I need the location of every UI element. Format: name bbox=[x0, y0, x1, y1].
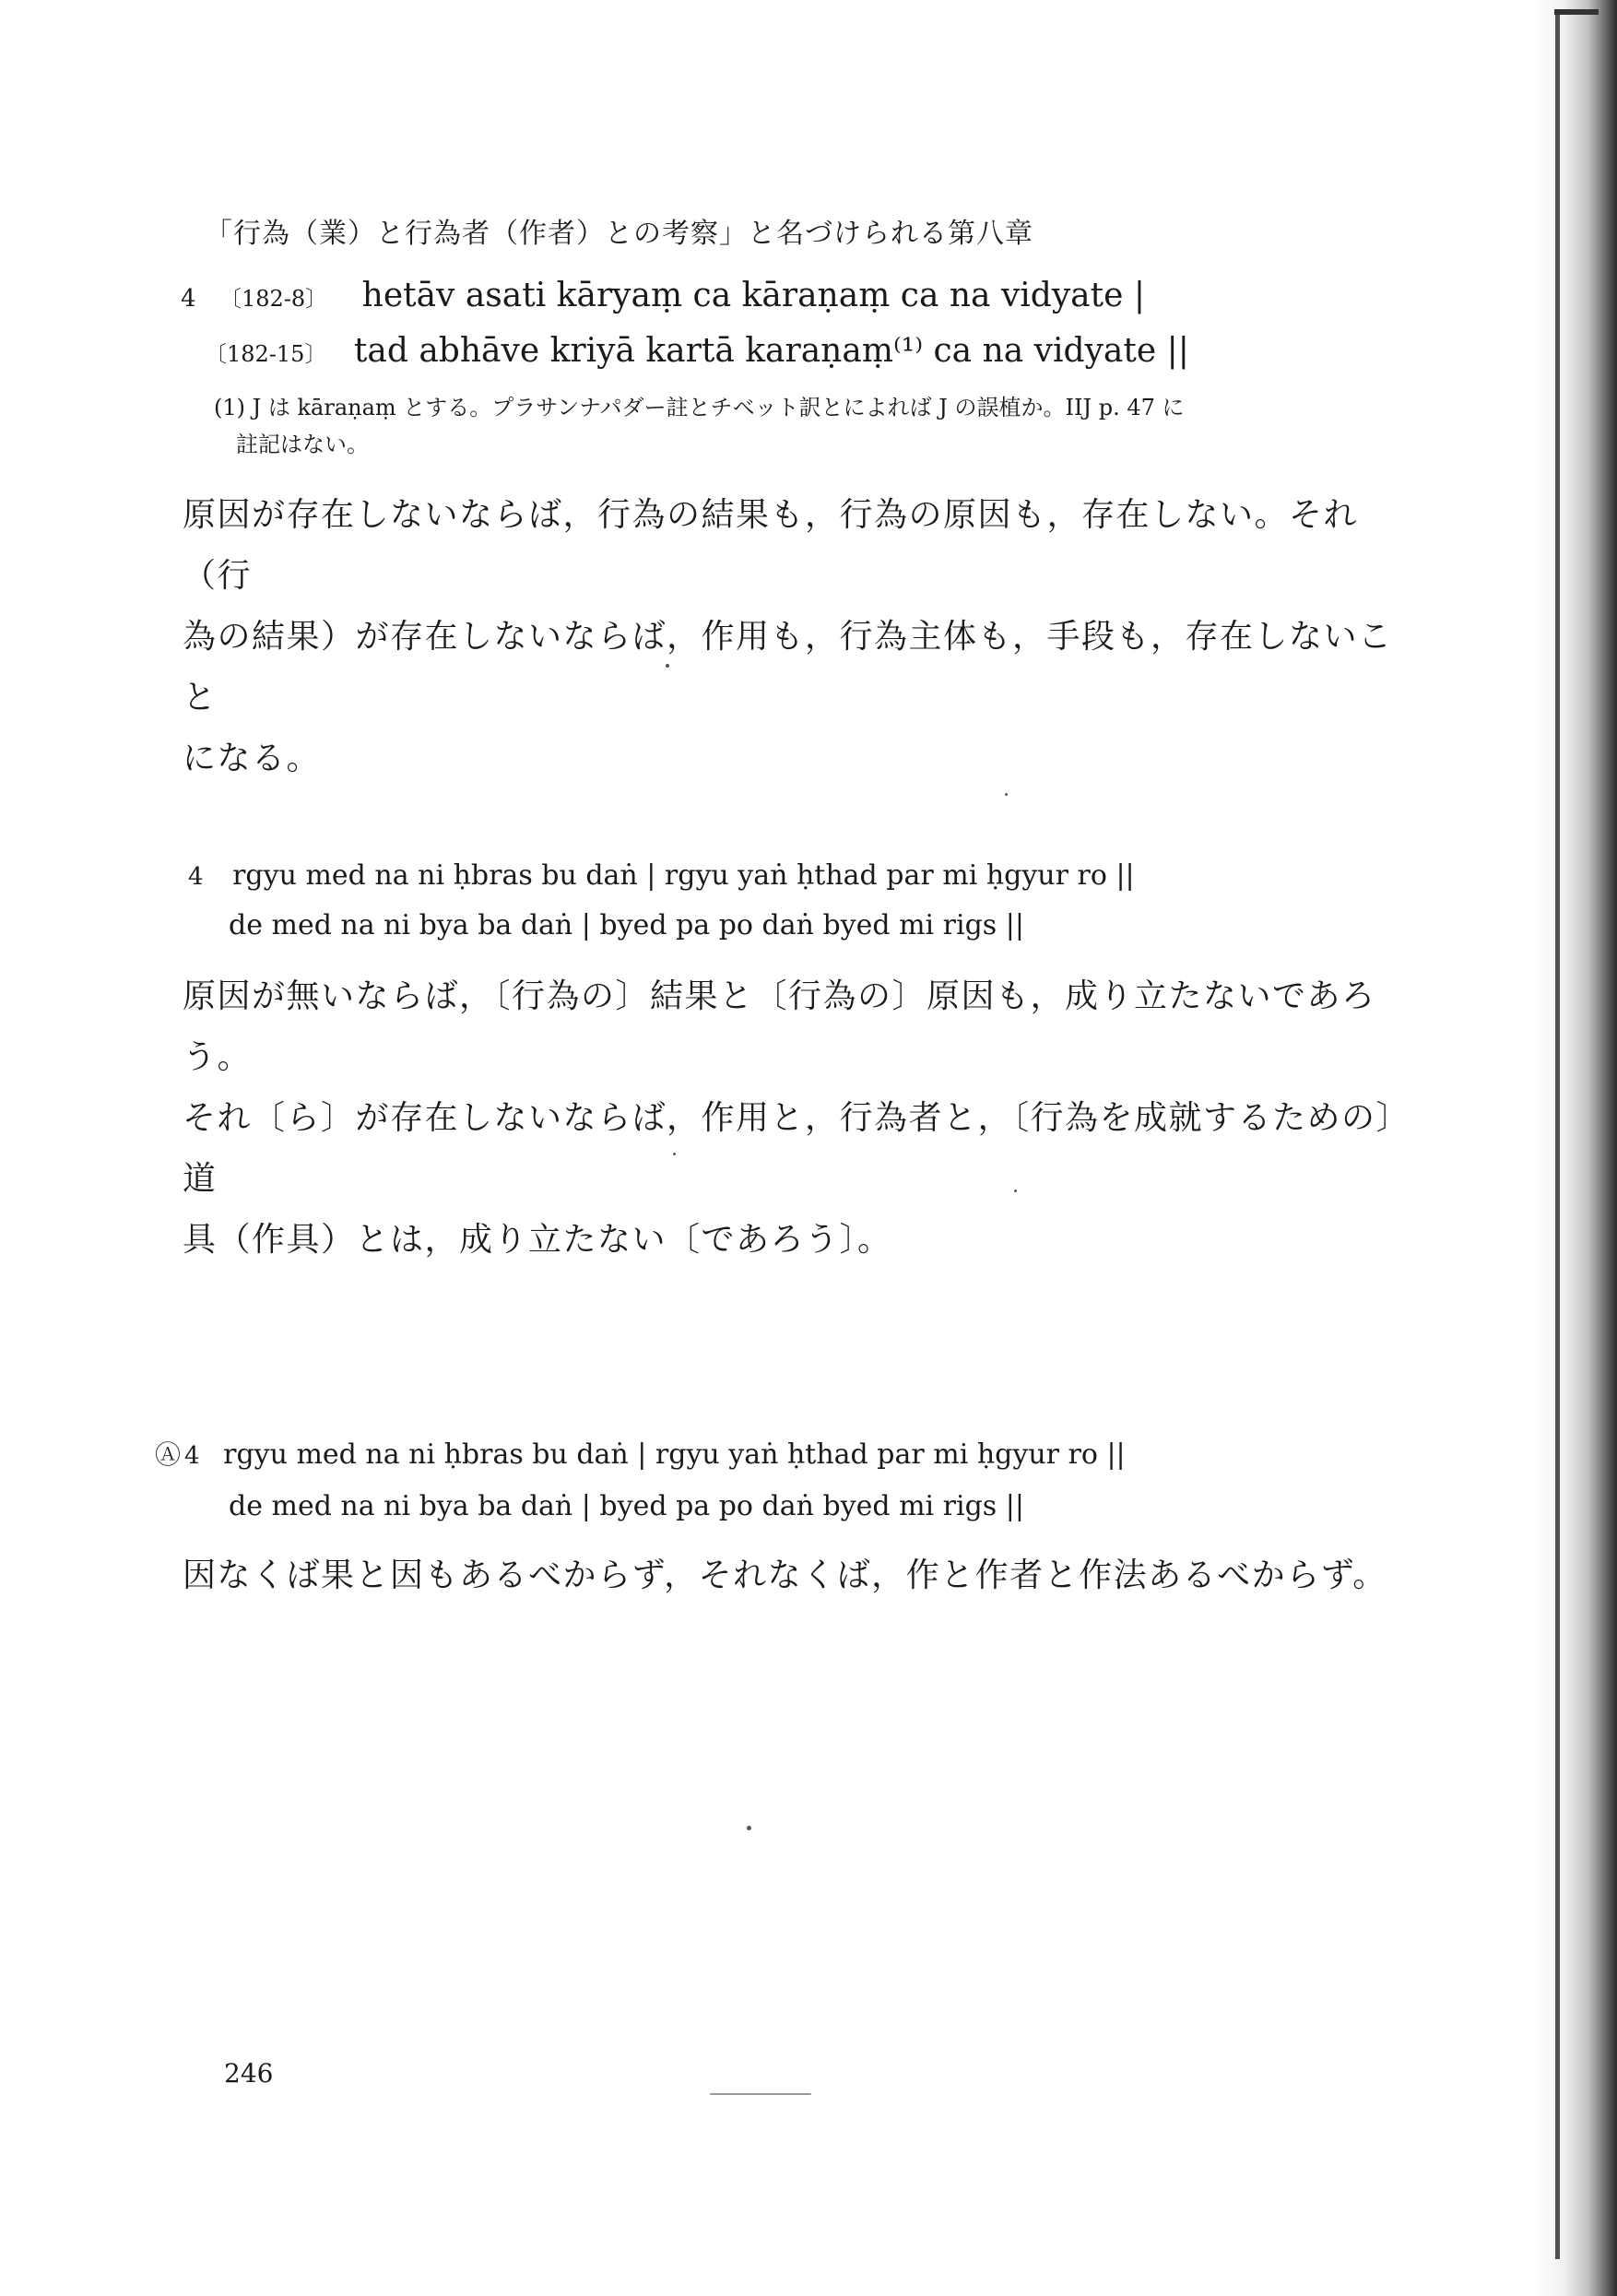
verse-number: 4 bbox=[188, 863, 204, 891]
translation-paragraph bbox=[183, 485, 1418, 789]
binding-shadow bbox=[1534, 0, 1617, 2296]
binding-hook bbox=[1554, 9, 1599, 15]
translation-line: 因なくば果と因もあるべからず，それなくば，作と作者と作法あるべからず。 bbox=[183, 1556, 1387, 1594]
tibetan-text: rgyu med na ni ḥbras bu daṅ | rgyu yaṅ ḥthad par mi ḥgyur ro || bbox=[223, 1438, 1126, 1471]
scan-speck bbox=[1005, 793, 1008, 796]
sanskrit-text: hetāv asati kāryaṃ ca kāraṇaṃ ca na vidyate | bbox=[361, 277, 1145, 314]
footnote bbox=[214, 389, 1412, 463]
translation-line: 為の結果）が存在しないならば，作用も，行為主体も，手段も，存在しないこと bbox=[183, 618, 1393, 716]
page-number: 246 bbox=[224, 2058, 274, 2089]
scan-speck bbox=[673, 1153, 676, 1155]
circled-marker: Ⓐ bbox=[155, 1439, 182, 1470]
verse-number: 4 bbox=[181, 285, 196, 313]
translation-line: それ〔ら〕が存在しないならば，作用と，行為者と，〔行為を成就するための〕道 bbox=[183, 1099, 1411, 1198]
tibetan-line-2: de med na ni bya ba daṅ | byed pa po daṅ byed mi rigs || bbox=[229, 1490, 1024, 1522]
tibetan-text: rgyu med na ni ḥbras bu daṅ | rgyu yaṅ ḥthad par mi ḥgyur ro || bbox=[232, 859, 1135, 892]
footnote-line: (1) J は kāraṇaṃ とする。プラサンナパダー註とチベット訳とによれば J の誤植か。IIJ p. 47 に bbox=[214, 395, 1185, 420]
translation-line: 原因が無いならば，〔行為の〕結果と〔行為の〕原因も，成り立たないであろう。 bbox=[183, 977, 1376, 1076]
chapter-title: 「行為（業）と行為者（作者）との考察」と名づけられる第八章 bbox=[205, 218, 1033, 250]
sanskrit-line-1 bbox=[181, 277, 1145, 314]
sanskrit-text: tad abhāve kriyā kartā karaṇaṃ⁽¹⁾ ca na vidyate || bbox=[353, 332, 1189, 370]
verse-reference: 〔182-15〕 bbox=[205, 341, 327, 367]
translation-line: 原因が存在しないならば，行為の結果も，行為の原因も，存在しない。それ（行 bbox=[183, 496, 1359, 595]
scan-speck bbox=[747, 1826, 751, 1830]
scan-speck bbox=[666, 664, 669, 668]
footnote-line: 註記はない。 bbox=[236, 432, 369, 457]
sanskrit-line-2 bbox=[205, 332, 1189, 370]
scan-line-artifact bbox=[710, 2093, 811, 2095]
translation-paragraph bbox=[183, 966, 1418, 1271]
translation-paragraph bbox=[183, 1545, 1418, 1606]
tibetan-line-2: de med na ni bya ba daṅ | byed pa po daṅ byed mi rigs || bbox=[229, 909, 1024, 941]
translation-line: になる。 bbox=[183, 740, 322, 777]
verse-reference: 〔182-8〕 bbox=[219, 286, 328, 312]
binding-line bbox=[1555, 9, 1560, 2259]
tibetan-line-1 bbox=[155, 1435, 1126, 1472]
verse-number: 4 bbox=[184, 1442, 200, 1470]
scan-speck bbox=[1014, 1189, 1017, 1192]
translation-line: 具（作具）とは，成り立たない〔であろう〕。 bbox=[183, 1221, 892, 1259]
tibetan-line-1 bbox=[188, 859, 1135, 892]
